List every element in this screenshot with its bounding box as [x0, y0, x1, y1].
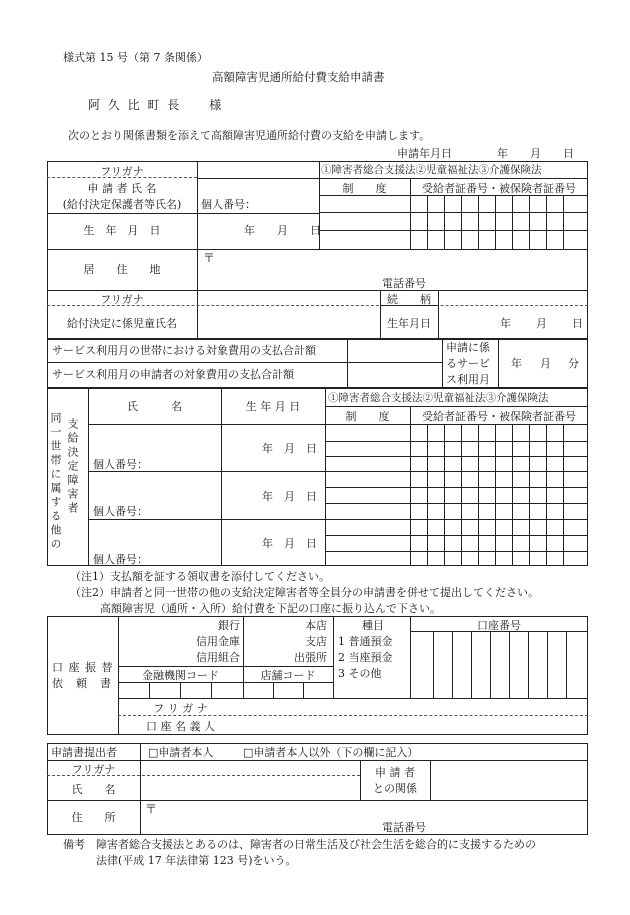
- child-furigana-label: フリガナ: [100, 293, 144, 306]
- bank-side-label-1: 口 座 振 替: [52, 661, 114, 674]
- submitter-postal: 〒: [145, 802, 158, 816]
- payment-month-label-1: 申請に係: [446, 341, 490, 354]
- institution-code-label: 金融機関コード: [142, 669, 219, 682]
- addressee: 阿 久 比 町 長 様: [88, 98, 224, 112]
- form-title: 高額障害児通所給付費支給申請書: [212, 70, 385, 84]
- account-type-1: 1 普通預金: [338, 635, 393, 648]
- member3-personal-number: 個人番号：: [93, 553, 148, 566]
- applicant-name-sub: (給付決定保護者等氏名): [62, 198, 182, 211]
- payment-row2-label: サービス利用月の申請者の対象費用の支払合計額: [52, 368, 294, 381]
- branch-label: 支店: [305, 635, 327, 648]
- household-side-label: 同一世帯に属する他の: [49, 412, 62, 552]
- applicant-name-label: 申 請 者 氏 名: [87, 182, 157, 195]
- payment-month-label-2: るサービ: [446, 357, 490, 370]
- child-birth-month: 月: [536, 317, 547, 330]
- household-side-label-2: 支給決定障害者: [66, 418, 79, 516]
- submitter-address-label: 住 所: [71, 811, 116, 824]
- submitter-furigana-label: フリガナ: [71, 763, 116, 776]
- note-2: （注2）申請者と同一世帯の他の支給決定障害者等全員分の申請書を併せて提出してください。: [70, 586, 539, 599]
- account-type-2: 2 当座預金: [338, 651, 393, 664]
- account-type-3: 3 その他: [338, 667, 382, 680]
- submitter-option-self[interactable]: □申請者本人: [148, 746, 214, 759]
- child-birth-day: 日: [572, 317, 583, 330]
- application-date-month: 月: [530, 147, 541, 160]
- child-birth-year: 年: [500, 317, 511, 330]
- payment-year: 年: [511, 357, 522, 370]
- applicant-furigana-label: フリガナ: [100, 165, 144, 178]
- holder-name-label: 口 座 名 義 人: [146, 720, 215, 733]
- branch-code-label: 店舗コード: [260, 669, 316, 682]
- member2-birth: 年 月 日: [262, 490, 317, 503]
- submitter-name-label: 氏 名: [71, 783, 116, 796]
- submitter-relation-1: 申 請 者: [375, 766, 415, 779]
- form-number: 様式第 15 号（第 7 条関係）: [63, 51, 208, 64]
- credit-bank-label: 信用金庫: [196, 635, 240, 648]
- account-type-header: 種目: [362, 619, 384, 632]
- address-postal: 〒: [203, 251, 216, 265]
- intro-text: 次のとおり関係書類を添えて高額障害児通所給付費の支給を申請します。: [68, 129, 431, 142]
- submitter-relation-2: との関係: [373, 782, 417, 795]
- holder-furigana-label: フ リ ガ ナ: [153, 702, 208, 715]
- applicant-birth-label: 生 年 月 日: [83, 224, 161, 237]
- payment-month-label-3: ス利用月: [446, 373, 490, 386]
- child-name-label: 給付決定に係児童氏名: [67, 317, 177, 330]
- applicant-law-header: ①障害者総合支援法②児童福祉法③介護保険法: [321, 164, 542, 176]
- payment-month: 月: [540, 357, 551, 370]
- application-date-day: 日: [563, 147, 574, 160]
- applicant-cert-label: 受給者証番号・被保険者証番号: [422, 182, 576, 195]
- member1-personal-number: 個人番号：: [93, 458, 148, 471]
- member1-birth: 年 月 日: [262, 442, 317, 455]
- sub-branch-label: 出張所: [294, 651, 327, 664]
- application-date-year: 年: [497, 147, 508, 160]
- payment-suffix: 分: [568, 357, 579, 370]
- bank-side-label-2: 依 頼 書: [52, 677, 112, 690]
- application-date-label: 申請年月日: [397, 147, 452, 160]
- account-number-header: 口座番号: [477, 619, 521, 632]
- submitter-label: 申請書提出者: [51, 746, 117, 759]
- note-1: （注1）支払額を証する領収書を添付してください。: [70, 570, 330, 583]
- remarks-line-1: 備考 障害者総合支援法とあるのは、障害者の日常生活及び社会生活を総合的に支援するための: [63, 838, 536, 851]
- submitter-option-other[interactable]: □申請者本人以外（下の欄に記入）: [243, 746, 419, 759]
- applicant-birth-value: 年 月 日: [244, 224, 321, 237]
- member2-personal-number: 個人番号：: [93, 505, 148, 518]
- applicant-personal-number: 個人番号：: [201, 198, 256, 211]
- member3-birth: 年 月 日: [262, 537, 317, 550]
- remarks-line-2: 法律(平成 17 年法律第 123 号)をいう。: [96, 854, 297, 867]
- household-cert-label: 受給者証番号・被保険者証番号: [422, 410, 576, 423]
- household-name-header: 氏 名: [127, 400, 182, 413]
- head-office-label: 本店: [305, 619, 327, 632]
- credit-union-label: 信用組合: [196, 651, 240, 664]
- bank-label: 銀行: [218, 619, 240, 632]
- applicant-system-label: 制 度: [342, 182, 387, 195]
- child-birth-label: 生年月日: [387, 317, 431, 330]
- household-law-header: ①障害者総合支援法②児童福祉法③介護保険法: [328, 392, 549, 404]
- payment-row1-label: サービス利用月の世帯における対象費用の支払合計額: [52, 344, 316, 357]
- household-birth-header: 生 年 月 日: [245, 400, 301, 413]
- household-system-label: 制 度: [345, 410, 390, 423]
- child-relation-label: 続 柄: [387, 293, 431, 306]
- address-label: 居 住 地: [83, 263, 161, 276]
- bank-intro: 高額障害児（通所・入所）給付費を下記の口座に振り込んで下さい。: [100, 602, 441, 615]
- address-phone: 電話番号: [382, 277, 426, 290]
- submitter-phone: 電話番号: [382, 821, 426, 834]
